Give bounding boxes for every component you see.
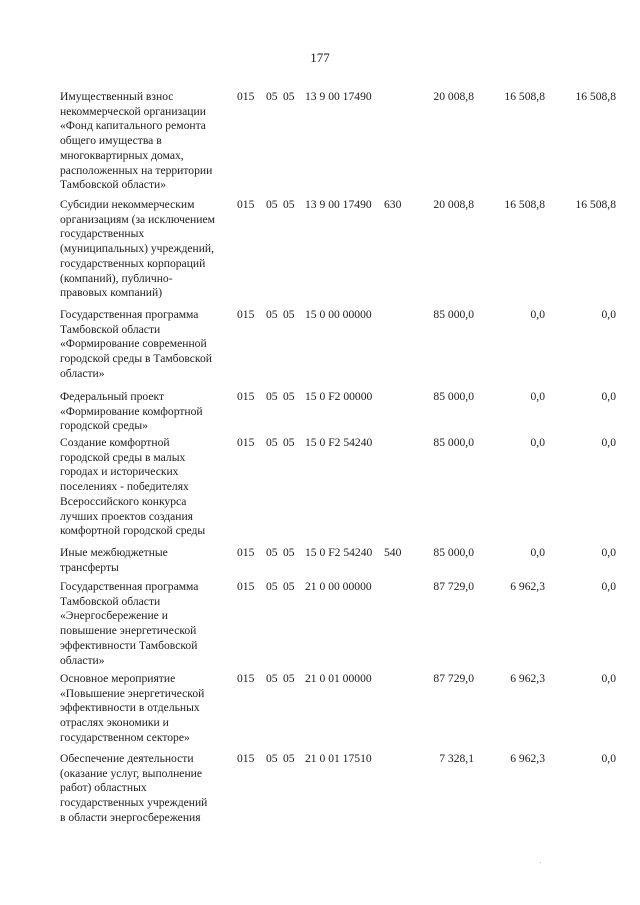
item-name-line: лучших проектов создания	[60, 509, 193, 523]
amount-year-3: 0,0	[601, 436, 616, 449]
amount-year-2: 0,0	[530, 390, 545, 403]
subsection-code: 05	[283, 752, 295, 765]
amount-year-1: 87 729,0	[433, 580, 474, 593]
amount-year-1: 85 000,0	[433, 308, 474, 321]
target-article-code: 21 0 01 00000	[305, 672, 372, 685]
item-name-line: эффективности в отдельных	[60, 701, 200, 715]
item-name-line: Тамбовской области»	[60, 178, 167, 192]
ministry-code: 015	[237, 390, 255, 403]
section-code: 05	[266, 90, 278, 103]
item-name-line: Иные межбюджетные	[60, 546, 168, 559]
item-name-line: городах и исторических	[60, 465, 179, 479]
target-article-code: 21 0 01 17510	[305, 752, 372, 765]
item-name-line: (компаний), публично-	[60, 271, 173, 285]
ministry-code: 015	[237, 198, 255, 211]
item-name-line: государственных учреждений	[60, 796, 208, 810]
item-name-line: трансферты	[60, 560, 119, 574]
page-number: 177	[310, 50, 330, 65]
ministry-code: 015	[237, 546, 255, 559]
item-name-line: области»	[60, 366, 105, 380]
section-code: 05	[266, 436, 278, 449]
ministry-code: 015	[237, 308, 255, 321]
target-article-code: 21 0 00 00000	[305, 580, 372, 593]
item-name-line: городской среды в малых	[60, 450, 186, 464]
item-name-line: многоквартирных домах,	[60, 148, 184, 162]
amount-year-1: 20 008,8	[433, 90, 474, 103]
amount-year-3: 16 508,8	[575, 90, 616, 103]
amount-year-3: 0,0	[601, 580, 616, 593]
item-name-line: Обеспечение деятельности	[60, 752, 194, 765]
section-code: 05	[266, 752, 278, 765]
item-name-line: Основное мероприятие	[60, 672, 176, 685]
item-name	[60, 546, 230, 575]
item-name	[60, 390, 230, 434]
item-name-line: (оказание услуг, выполнение	[60, 766, 203, 780]
item-name-line: эффективности Тамбовской	[60, 638, 198, 652]
item-name-line: «Повышение энергетической	[60, 686, 205, 700]
item-name-line: правовых компаний)	[60, 286, 163, 300]
item-name-line: расположенных на территории	[60, 163, 213, 177]
item-name-line: (муниципальных) учреждений,	[60, 242, 215, 256]
amount-year-3: 0,0	[601, 308, 616, 321]
item-name	[60, 436, 230, 539]
item-name-line: Государственная программа	[60, 308, 199, 321]
amount-year-1: 20 008,8	[433, 198, 474, 211]
section-code: 05	[266, 546, 278, 559]
subsection-code: 05	[283, 308, 295, 321]
item-name-line: комфортной городской среды	[60, 524, 206, 538]
item-name	[60, 198, 230, 301]
item-name-line: области»	[60, 653, 105, 667]
item-name-line: Создание комфортной	[60, 436, 170, 449]
item-name-line: «Фонд капитального ремонта	[60, 119, 206, 133]
ministry-code: 015	[237, 672, 255, 685]
item-name	[60, 90, 230, 193]
subsection-code: 05	[283, 90, 295, 103]
subsection-code: 05	[283, 390, 295, 403]
item-name-line: Тамбовской области	[60, 322, 161, 336]
item-name-line: в области энергосбережения	[60, 810, 201, 824]
amount-year-1: 85 000,0	[433, 390, 474, 403]
ministry-code: 015	[237, 580, 255, 593]
item-name-line: повышение энергетической	[60, 624, 197, 638]
item-name-line: Федеральный проект	[60, 390, 165, 403]
amount-year-3: 0,0	[601, 752, 616, 765]
amount-year-3: 0,0	[601, 672, 616, 685]
section-code: 05	[266, 580, 278, 593]
amount-year-1: 85 000,0	[433, 436, 474, 449]
scan-speck	[540, 862, 541, 863]
item-name-line: поселениях - победителях	[60, 480, 189, 494]
item-name-line: государственном секторе»	[60, 730, 190, 744]
item-name-line: Имущественный взнос	[60, 90, 174, 103]
item-name-line: некоммерческой организации	[60, 104, 206, 118]
item-name-line: отраслях экономики и	[60, 716, 169, 730]
item-name-line: Государственная программа	[60, 580, 199, 593]
section-code: 05	[266, 198, 278, 211]
item-name-line: городской среды»	[60, 419, 148, 433]
amount-year-1: 7 328,1	[439, 752, 474, 765]
amount-year-2: 0,0	[530, 308, 545, 321]
subsection-code: 05	[283, 546, 295, 559]
item-name-line: Субсидии некоммерческим	[60, 198, 195, 211]
ministry-code: 015	[237, 436, 255, 449]
amount-year-2: 16 508,8	[504, 90, 545, 103]
item-name	[60, 308, 230, 382]
item-name-line: «Энергосбережение и	[60, 609, 168, 623]
target-article-code: 13 9 00 17490	[305, 90, 372, 103]
item-name	[60, 580, 230, 668]
amount-year-2: 0,0	[530, 436, 545, 449]
amount-year-1: 87 729,0	[433, 672, 474, 685]
amount-year-2: 6 962,3	[510, 580, 545, 593]
amount-year-1: 85 000,0	[433, 546, 474, 559]
target-article-code: 15 0 F2 54240	[305, 436, 373, 449]
item-name-line: Тамбовской области	[60, 594, 161, 608]
item-name-line: государственных	[60, 227, 145, 241]
item-name-line: организациям (за исключением	[60, 212, 215, 226]
amount-year-3: 0,0	[601, 390, 616, 403]
subsection-code: 05	[283, 436, 295, 449]
item-name-line: работ) областных	[60, 781, 147, 795]
item-name-line: «Формирование современной	[60, 337, 207, 351]
target-article-code: 15 0 00 00000	[305, 308, 372, 321]
ministry-code: 015	[237, 752, 255, 765]
amount-year-2: 0,0	[530, 546, 545, 559]
item-name-line: «Формирование комфортной	[60, 404, 203, 418]
subsection-code: 05	[283, 672, 295, 685]
subsection-code: 05	[283, 580, 295, 593]
section-code: 05	[266, 308, 278, 321]
target-article-code: 13 9 00 17490	[305, 198, 372, 211]
item-name	[60, 672, 230, 746]
item-name	[60, 752, 230, 826]
section-code: 05	[266, 672, 278, 685]
item-name-line: общего имущества в	[60, 134, 162, 148]
expense-type-code: 540	[384, 546, 402, 559]
expense-type-code: 630	[384, 198, 402, 211]
amount-year-2: 6 962,3	[510, 672, 545, 685]
target-article-code: 15 0 F2 00000	[305, 390, 373, 403]
item-name-line: Всероссийского конкурса	[60, 494, 187, 508]
subsection-code: 05	[283, 198, 295, 211]
section-code: 05	[266, 390, 278, 403]
amount-year-2: 16 508,8	[504, 198, 545, 211]
amount-year-3: 0,0	[601, 546, 616, 559]
item-name-line: государственных корпораций	[60, 256, 206, 270]
target-article-code: 15 0 F2 54240	[305, 546, 373, 559]
amount-year-2: 6 962,3	[510, 752, 545, 765]
item-name-line: городской среды в Тамбовской	[60, 352, 212, 366]
ministry-code: 015	[237, 90, 255, 103]
amount-year-3: 16 508,8	[575, 198, 616, 211]
